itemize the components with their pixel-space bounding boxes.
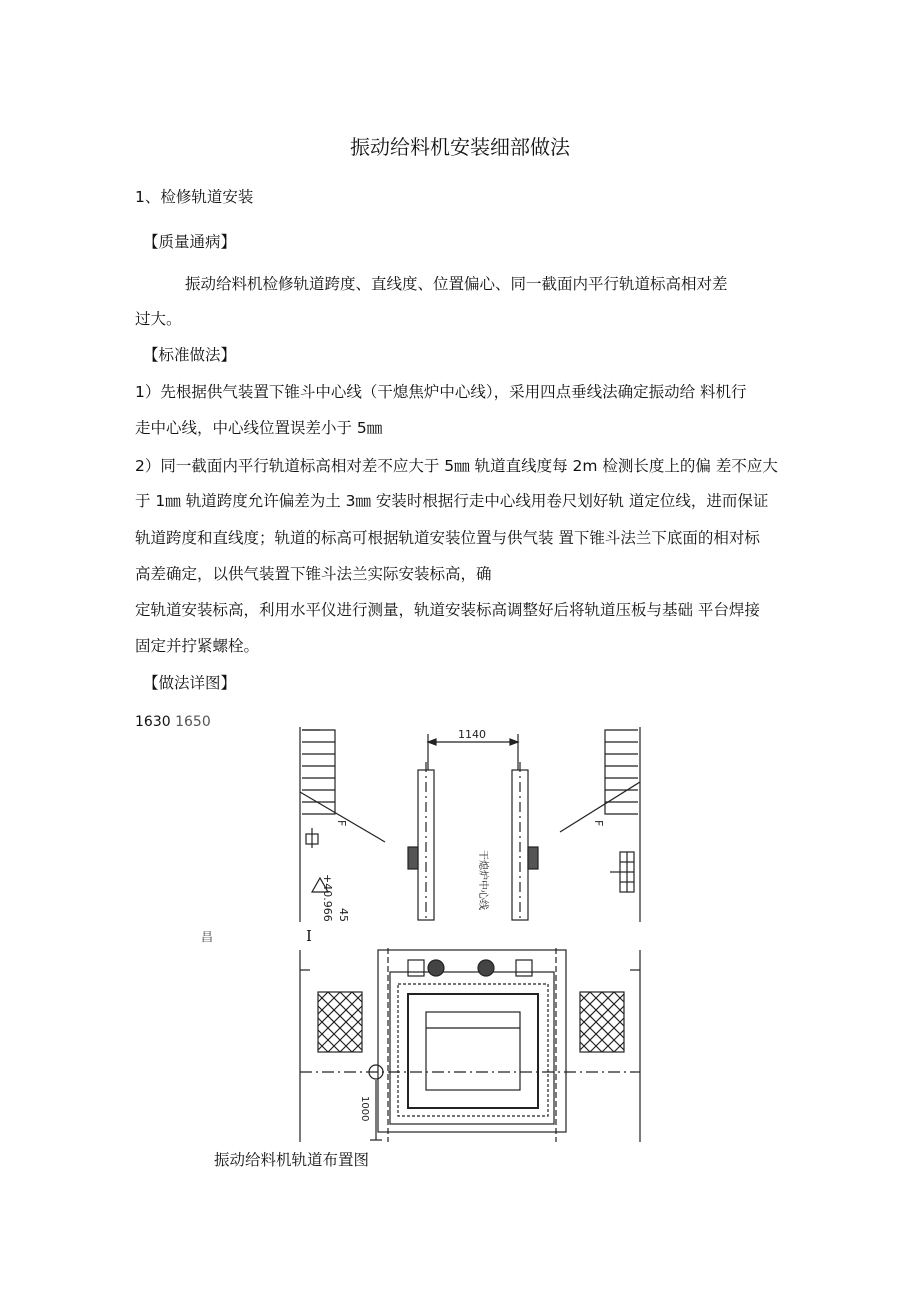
section-heading: 1、检修轨道安装 [135, 188, 254, 206]
dimension-labels [135, 712, 211, 732]
figure-caption: 振动给料机轨道布置图 [214, 1151, 370, 1169]
step1-line-1: 1）先根据供气装置下锥斗中心线（干熄焦炉中心线），采用四点垂线法确定振动给 料机行 [135, 383, 747, 401]
marker-left [306, 828, 318, 848]
ft-label: F [335, 820, 348, 827]
stray-mark: 昌 [201, 930, 214, 944]
span-dimension [428, 728, 518, 770]
span-label: 1140 [458, 728, 486, 741]
wheel [478, 960, 494, 976]
grid-symbol-right [610, 852, 634, 892]
detail-label: 【做法详图】 [143, 674, 237, 692]
step2-line-1: 2）同一截面内平行轨道标高相对差不应大于 5㎜ 轨道直线度每 2m 检测长度上的偏 差不应大 [135, 457, 778, 475]
step2-line-3: 轨道跨度和直线度；轨道的标高可根据轨道安装位置与供气装 置下锥斗法兰下底面的相对标 [135, 529, 760, 547]
top-view [300, 727, 640, 922]
left-hatch-block [302, 730, 335, 814]
rail-clamp [528, 847, 538, 869]
left-crosshatch [318, 992, 362, 1052]
dimension-label: 1000 [359, 1096, 370, 1122]
rail-clamp [408, 847, 418, 869]
standard-label: 【标准做法】 [143, 346, 237, 364]
track-layout-drawing [290, 722, 650, 1144]
ft-label: F [592, 820, 605, 827]
step2-line-2: 于 1㎜ 轨道跨度允许偏差为土 3㎜ 安装时根据行走中心线用卷尺划好轨 道定位线，进而保证 [135, 492, 769, 510]
quality-label: 【质量通病】 [143, 233, 237, 251]
elevation-label: +40.966 [321, 874, 334, 922]
quality-text-line-2: 过大。 [135, 310, 182, 328]
wheel [428, 960, 444, 976]
right-crosshatch [580, 992, 624, 1052]
step2-line-5: 定轨道安装标高，利用水平仪进行测量，轨道安装标高调整好后将轨道压板与基础 平台焊接 [135, 601, 760, 619]
stray-mark: I [306, 927, 312, 945]
plan-view [300, 948, 640, 1142]
dimension-a: 1630 [135, 714, 171, 730]
page-title: 振动给料机安装细部做法 [350, 135, 570, 159]
center-line-label: 干熄炉中心线 [477, 850, 488, 910]
step2-line-6: 固定并拧紧螺栓。 [135, 637, 260, 655]
partial-label: 45 [337, 908, 350, 922]
step2-line-4: 高差确定，以供气装置下锥斗法兰实际安装标高，确 [135, 565, 492, 583]
quality-text-line-1: 振动给料机检修轨道跨度、直线度、位置偏心、同一截面内平行轨道标高相对差 [185, 275, 728, 293]
dimension-b: 1650 [175, 714, 211, 730]
step1-line-2: 走中心线，中心线位置误差小于 5㎜ [135, 419, 383, 437]
